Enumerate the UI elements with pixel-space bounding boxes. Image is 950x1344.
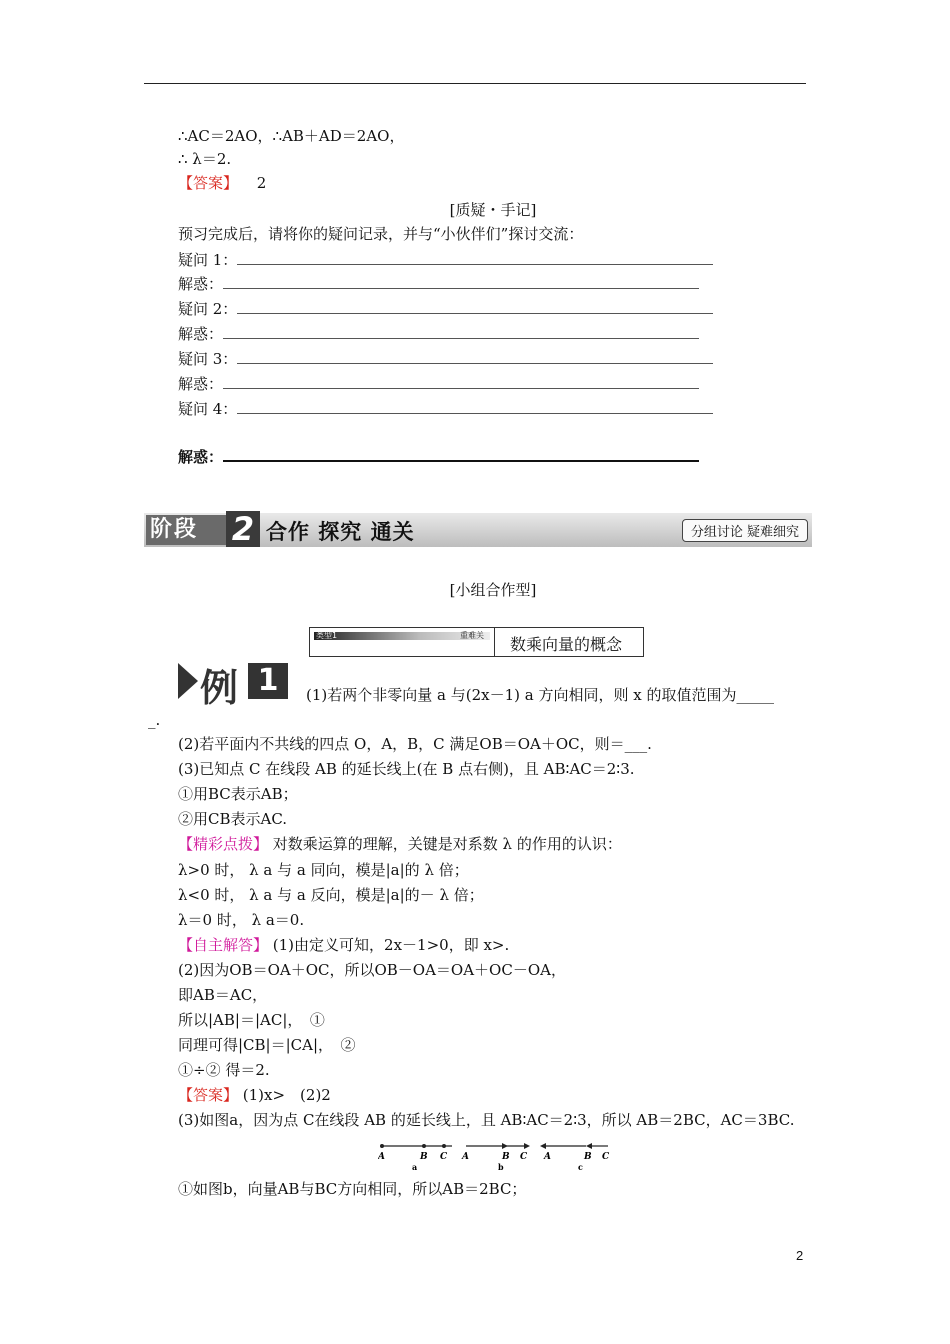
fig-c-point-c: C — [602, 1152, 610, 1162]
answer-3-label: 解惑： — [178, 375, 224, 393]
answer-tag: 【答案】 — [178, 174, 239, 192]
question-1-row — [178, 250, 713, 270]
group-heading: [小组合作型] — [449, 581, 537, 599]
question-1-label: 疑问 1： — [178, 251, 238, 269]
tips-rule-1: λ>0 时， λ a 与 a 同向，模是|a|的 λ 倍； — [178, 861, 469, 879]
play-arrow-icon — [178, 663, 198, 699]
solution-answer-tag: 【答案】 — [178, 1086, 239, 1104]
solution-line-4: 所以|AB|＝|AC|， ① — [178, 1011, 325, 1029]
fig-b-caption: b — [498, 1162, 504, 1172]
solution-line-3: 即AB＝AC， — [178, 986, 268, 1004]
fig-c-point-b: B — [584, 1152, 592, 1162]
type-box — [309, 627, 644, 657]
question-4-label: 疑问 4： — [178, 400, 238, 418]
answer-4-row — [178, 446, 699, 467]
tips-tag: 【精彩点拨】 — [178, 835, 269, 853]
answer-2-row — [178, 324, 699, 344]
question-1-field[interactable] — [237, 250, 713, 265]
solution-line-5: 同理可得|CB|＝|CA|， ② — [178, 1036, 356, 1054]
solution-tag: 【自主解答】 — [178, 936, 269, 954]
tips-rule-3: λ＝0 时， λ a＝0. — [178, 911, 305, 929]
proof-line-2: ∴ λ＝2. — [178, 150, 232, 168]
solution-answer-text: (1)x> (2)2 — [238, 1086, 331, 1104]
answer-2-field[interactable] — [223, 324, 699, 339]
fig-c-point-a: A — [544, 1152, 551, 1162]
stage-title: 合作 探究 通关 — [266, 520, 415, 544]
question-1: (1)若两个非零向量 a 与(2x－1) a 方向相同，则 x 的取值范围为_____ — [306, 686, 774, 704]
solution-line-7: (3)如图a，因为点 C在线段 AB 的延长线上，且 AB∶AC＝2∶3，所以 AB＝2BC，AC＝3BC. — [178, 1111, 795, 1129]
answer-3-row — [178, 374, 699, 394]
question-3-field[interactable] — [237, 349, 713, 364]
solution-answer — [178, 1085, 331, 1105]
answer-line — [178, 173, 266, 193]
example-word: 例 — [200, 666, 239, 710]
question-3: (3)已知点 C 在线段 AB 的延长线上(在 B 点右侧)，且 AB∶AC＝2∶3. — [178, 760, 635, 778]
question-3-row — [178, 349, 713, 369]
stage-label: 阶段 — [146, 515, 226, 545]
question-2-row — [178, 299, 713, 319]
segment-figure — [378, 1140, 618, 1174]
question-1-tail: _. — [148, 711, 161, 729]
question-3a: ①用BC表示AB； — [178, 785, 298, 803]
page-number: 2 — [796, 1248, 804, 1263]
fig-b-point-c: C — [520, 1152, 528, 1162]
question-2-field[interactable] — [237, 299, 713, 314]
fig-b-point-a: A — [462, 1152, 469, 1162]
question-4-row — [178, 399, 713, 419]
answer-4-label: 解惑： — [178, 448, 224, 466]
question-3-label: 疑问 3： — [178, 350, 238, 368]
question-3b: ②用CB表示AC. — [178, 810, 288, 828]
answer-1-label: 解惑： — [178, 275, 224, 293]
tips-line — [178, 834, 622, 854]
solution-line-1 — [178, 935, 509, 955]
answer-value: 2 — [256, 174, 267, 192]
stage-tag: 分组讨论 疑难细究 — [682, 519, 808, 542]
figure-b — [461, 1143, 530, 1172]
tips-text: 对数乘运算的理解，关键是对系数 λ 的作用的认识： — [268, 835, 622, 853]
stage-banner — [144, 510, 812, 548]
solution-text-1: (1)由定义可知，2x－1>0，即 x>. — [268, 936, 510, 954]
example-badge — [178, 659, 290, 710]
proof-line-1: ∴AC＝2AO，∴AB＋AD＝2AO， — [178, 127, 405, 145]
fig-a-point-a: A — [378, 1152, 385, 1162]
answer-4-field[interactable] — [223, 446, 699, 462]
question-2-label: 疑问 2： — [178, 300, 238, 318]
stage-number: 2 — [226, 511, 260, 547]
solution-line-2: (2)因为OB＝OA＋OC，所以OB－OA＝OA＋OC－OA， — [178, 961, 566, 979]
tips-rule-2: λ<0 时， λ a 与 a 反向，模是|a|的－ λ 倍； — [178, 886, 484, 904]
question-4-field[interactable] — [237, 399, 713, 414]
header-rule — [144, 83, 806, 84]
type-tag: 重难关 — [460, 631, 484, 640]
type-label: 类型1 — [316, 631, 338, 640]
answer-1-field[interactable] — [223, 274, 699, 289]
fig-c-caption: c — [578, 1162, 583, 1172]
type-box-left — [310, 628, 495, 656]
fig-b-point-b: B — [502, 1152, 510, 1162]
fig-a-point-b: B — [420, 1152, 428, 1162]
example-number: 1 — [248, 663, 288, 699]
fig-a-point-c: C — [440, 1152, 448, 1162]
type-title: 数乘向量的概念 — [510, 635, 623, 654]
fig-a-caption: a — [412, 1162, 418, 1172]
answer-1-row — [178, 274, 699, 294]
answer-2-label: 解惑： — [178, 325, 224, 343]
notes-heading: [质疑・手记] — [449, 201, 537, 219]
solution-line-6: ①÷② 得＝2. — [178, 1061, 270, 1079]
answer-3-field[interactable] — [223, 374, 699, 389]
notes-intro: 预习完成后，请将你的疑问记录，并与“小伙伴们”探讨交流： — [178, 225, 584, 243]
solution-line-8: ①如图b，向量AB与BC方向相同，所以AB＝2BC； — [178, 1180, 527, 1198]
question-2: (2)若平面内不共线的四点 O，A，B，C 满足OB＝OA＋OC，则＝___. — [178, 735, 652, 753]
figure-c — [540, 1143, 610, 1172]
figure-a — [378, 1144, 452, 1172]
